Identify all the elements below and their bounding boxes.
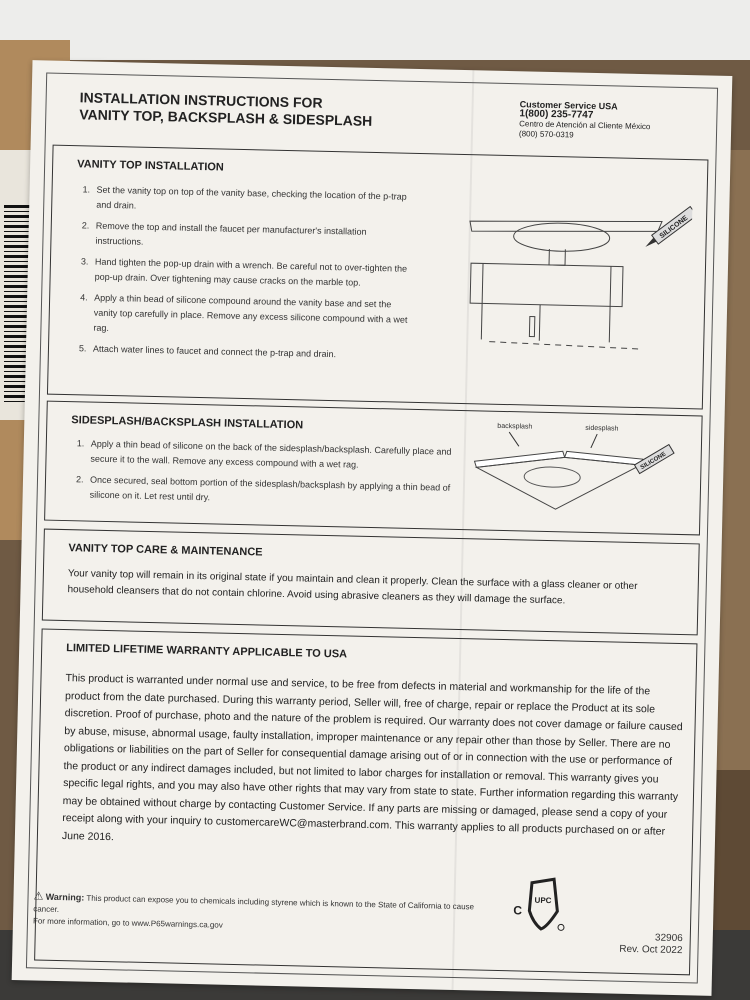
splash-steps xyxy=(67,436,467,517)
warranty-title: LIMITED LIFETIME WARRANTY APPLICABLE TO USA xyxy=(66,642,348,661)
vanity-step: 2. Remove the top and install the faucet per manufacturer's installation instructions. xyxy=(91,219,412,256)
c-mark: C xyxy=(513,903,523,918)
care-section xyxy=(42,529,700,636)
cs-label-mexico: Centro de Atención al Cliente México xyxy=(519,119,651,132)
splash-step: 1. Apply a thin bead of silicone on the back of the sidesplash/backsplash. Carefully place and secure it to the wall. Remove any excess compound with a wet rag. xyxy=(86,437,467,476)
background-wall xyxy=(0,0,750,60)
splash-illustration xyxy=(465,415,687,530)
vanity-step: 5. Attach water lines to faucet and connect the p-trap and drain. xyxy=(89,342,409,364)
cs-phone-mexico: (800) 570-0319 xyxy=(518,129,574,140)
care-text: Your vanity top will remain in its original state if you maintain and clean it properly. Clean the surface with a glass cleaner or other household cleansers that do not contain chlorine. Avoid using abrasive cleaners as they will damage the surface. xyxy=(67,568,638,607)
code-number: 32906 xyxy=(654,932,683,945)
splash-title: SIDESPLASH/BACKSPLASH INSTALLATION xyxy=(71,414,304,432)
splash-step: 2. Once secured, seal bottom portion of the sidesplash/backsplash by applying a thin bead of silicone on it. Let rest until dry. xyxy=(86,473,467,512)
warranty-text: This product is warranted under normal use and service, to be free from defects in material and workmanship for the life of the product from the date purchased. During this warranty period, Seller will, free of charge, repair or replace the Product at its sole discretion. Proof of purchase, photo and the nature of the problem is required. Our warranty does not cover damage or failure caused by abuse, misuse, abnormal usage, faulty installation, improper maintenance or any repair other than those by Seller. There are no obligations or liabilities on the part of Seller for consequential damage arising out of or in connection with the use or performance of the product or any indirect damages included, but not limited to labor charges for installation or removal. This warranty gives you specific legal rights, and you may also have other rights that may vary from state to state. Further information regarding this warranty may be obtained without charge by contacting Customer Service. If any parts are missing or damaged, please send a copy of your receipt along with your inquiry to customercareWC@masterbrand.com. This warranty applies to all products purchased on or after June 2016. xyxy=(61,672,683,843)
warning-triangle-icon: ⚠ xyxy=(33,890,44,903)
upc-text: UPC xyxy=(534,895,552,906)
revision-date: Rev. Oct 2022 xyxy=(619,943,683,957)
title-line-1: INSTALLATION INSTRUCTIONS FOR xyxy=(79,89,323,111)
silicone-label: SILICONE xyxy=(658,214,690,241)
vanity-illustration xyxy=(459,187,693,372)
upc-shield-icon xyxy=(513,876,574,933)
sidesplash-label: sidesplash xyxy=(585,424,619,433)
cs-phone-usa: 1(800) 235-7747 xyxy=(519,108,594,121)
vanity-top-section xyxy=(47,145,709,410)
backsplash-label: backsplash xyxy=(497,422,533,431)
instruction-sheet xyxy=(12,60,733,996)
warning-text: This product can expose you to chemicals including styrene which is known to the State of California to cause cancer. xyxy=(33,893,475,914)
warning-more: For more information, go to www.P65warnings.ca.gov xyxy=(32,916,223,930)
vanity-top-title: VANITY TOP INSTALLATION xyxy=(77,158,224,174)
splash-section xyxy=(44,401,703,536)
vanity-step: 3. Hand tighten the pop-up drain with a wrench. Be careful not to over-tighten the pop-up drain. Over tightening may cause cracks on the marble top. xyxy=(90,255,411,292)
document-code xyxy=(619,932,683,957)
cs-label: Customer Service USA xyxy=(519,99,618,112)
warning-label: Warning: xyxy=(45,891,85,903)
splash-silicone-label: SILICONE xyxy=(639,451,668,472)
customer-service-block xyxy=(519,99,710,143)
vanity-step: 1. Set the vanity top on top of the vanity base, checking the location of the p-trap and drain. xyxy=(92,183,413,220)
vanity-steps xyxy=(71,182,413,370)
title-line-2: VANITY TOP, BACKSPLASH & SIDESPLASH xyxy=(79,106,373,129)
vanity-step: 4. Apply a thin bead of silicone compound around the vanity base and set the vanity top carefully in place. Remove any excess silicone compound with a wet rag. xyxy=(89,291,410,343)
care-title: VANITY TOP CARE & MAINTENANCE xyxy=(68,542,263,559)
